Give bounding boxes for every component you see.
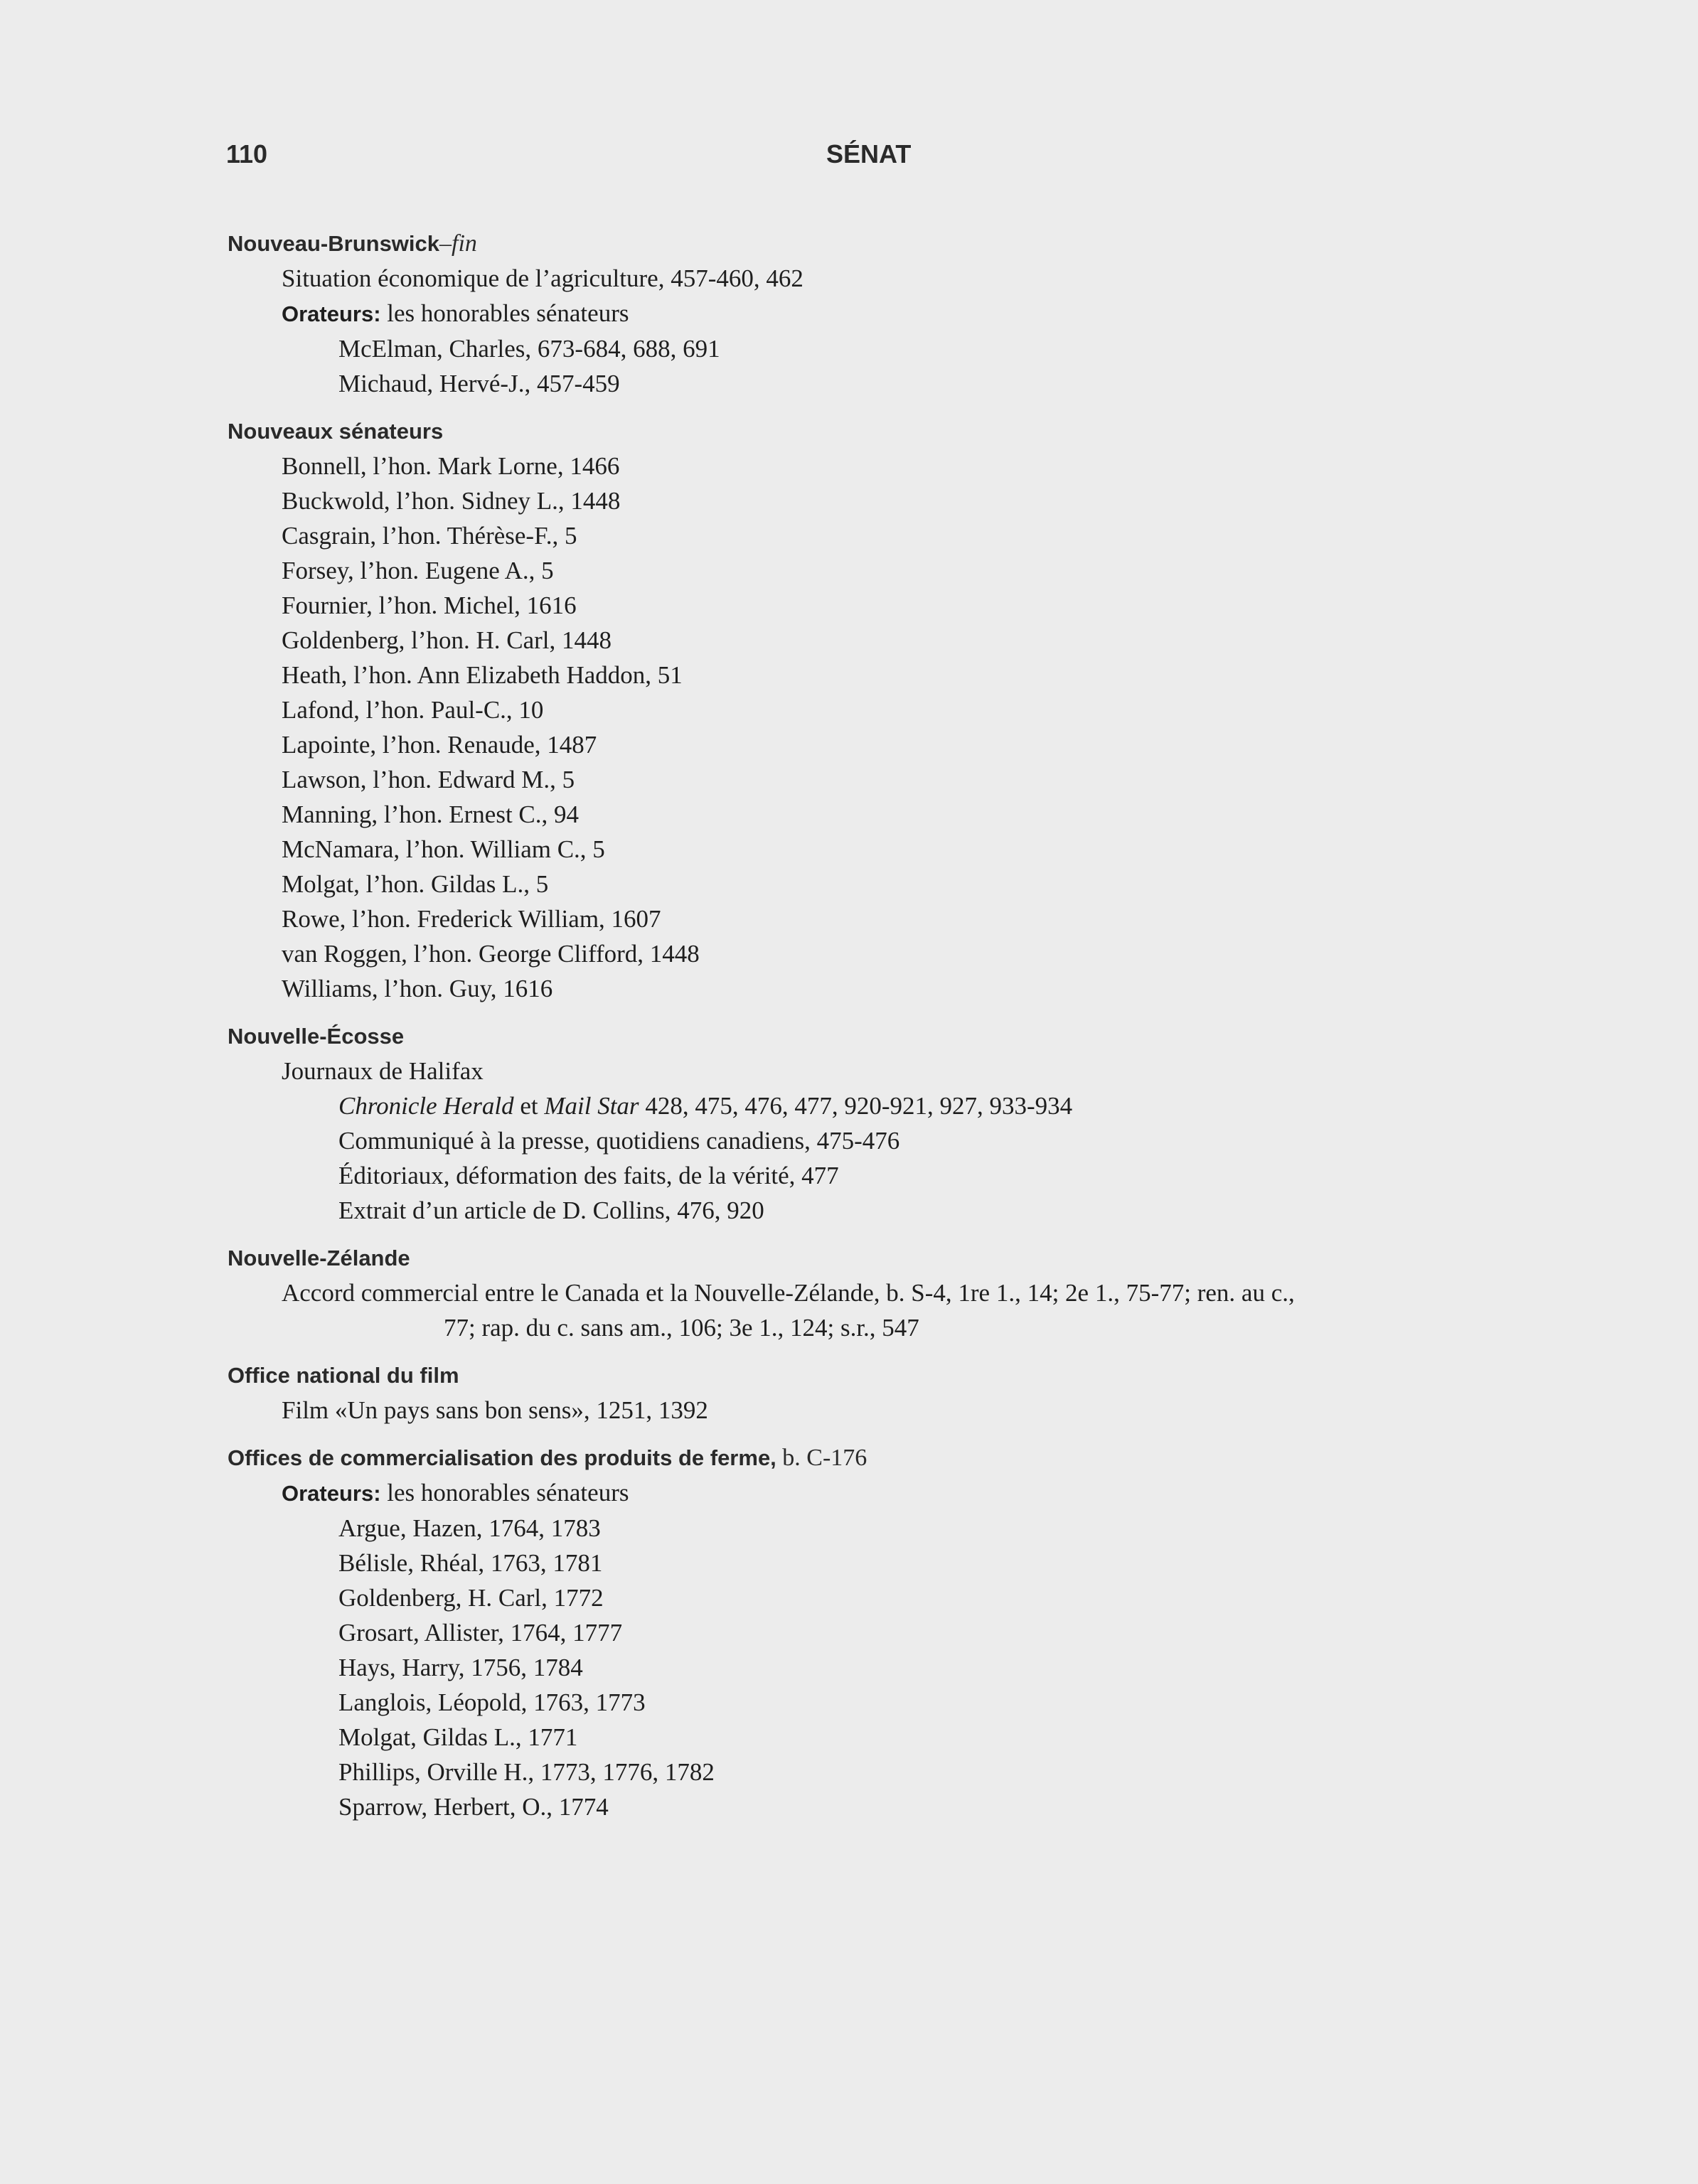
- entry-heading: Office national du film: [228, 1363, 459, 1388]
- index-entry-office-national-du-film: [228, 1358, 1564, 1428]
- heading-tail: b. C-176: [776, 1445, 867, 1471]
- newspaper-title: Mail Star: [544, 1092, 639, 1120]
- list-item: Lapointe, l’hon. Renaude, 1487: [282, 731, 597, 759]
- list-item: Molgat, l’hon. Gildas L., 5: [282, 870, 549, 898]
- entry-heading: Nouvelle-Écosse: [228, 1024, 405, 1049]
- speaker-item: Langlois, Léopold, 1763, 1773: [338, 1688, 646, 1716]
- entry-heading: [228, 226, 1564, 261]
- speaker-item: Goldenberg, H. Carl, 1772: [338, 1584, 604, 1612]
- list-item: Lawson, l’hon. Edward M., 5: [282, 766, 575, 793]
- speakers-text: les honorables sénateurs: [380, 1479, 629, 1506]
- list-item: Forsey, l’hon. Eugene A., 5: [282, 557, 554, 584]
- subentry-line: Accord commercial entre le Canada et la Nouvelle-Zélande, b. S-4, 1re 1., 14; 2e 1., 75-77; ren. au c.,: [282, 1279, 1295, 1307]
- speaker-item: McElman, Charles, 673-684, 688, 691: [338, 335, 720, 363]
- speakers-line: [228, 1475, 1564, 1511]
- subentry: Situation économique de l’agriculture, 457-460, 462: [282, 264, 803, 292]
- speaker-item: Hays, Harry, 1756, 1784: [338, 1654, 583, 1681]
- list-item: Goldenberg, l’hon. H. Carl, 1448: [282, 626, 612, 654]
- speakers-label: Orateurs:: [282, 301, 381, 326]
- heading-text: Nouveau-Brunswick: [228, 231, 440, 256]
- sub-subentry: Communiqué à la presse, quotidiens canadiens, 475-476: [338, 1127, 900, 1155]
- list-item: Lafond, l’hon. Paul-C., 10: [282, 696, 544, 724]
- speakers-label: Orateurs:: [282, 1481, 381, 1506]
- list-item: Manning, l’hon. Ernest C., 94: [282, 801, 580, 828]
- sub-subentry: Éditoriaux, déformation des faits, de la vérité, 477: [338, 1162, 839, 1189]
- list-item: Rowe, l’hon. Frederick William, 1607: [282, 905, 661, 933]
- speakers-text: les honorables sénateurs: [380, 299, 629, 327]
- list-item: Heath, l’hon. Ann Elizabeth Haddon, 51: [282, 661, 683, 689]
- speaker-item: Michaud, Hervé-J., 457-459: [338, 370, 620, 397]
- entry-heading: Nouveaux sénateurs: [228, 419, 444, 444]
- speaker-item: Molgat, Gildas L., 1771: [338, 1723, 578, 1751]
- index-entry-nouveau-brunswick: [228, 226, 1564, 401]
- list-item: Williams, l’hon. Guy, 1616: [282, 975, 553, 1002]
- list-item: Casgrain, l’hon. Thérèse-F., 5: [282, 522, 577, 550]
- running-head: SÉNAT: [826, 139, 912, 168]
- list-item: McNamara, l’hon. William C., 5: [282, 835, 605, 863]
- page-refs: 428, 475, 476, 477, 920-921, 927, 933-934: [639, 1092, 1073, 1120]
- entry-heading: [228, 1440, 1564, 1475]
- speakers-line: [228, 296, 1564, 331]
- speaker-item: Bélisle, Rhéal, 1763, 1781: [338, 1549, 603, 1577]
- index-entry-nouveaux-senateurs: [228, 414, 1564, 1006]
- page-number: 110: [226, 139, 268, 168]
- subentry: [228, 1275, 1564, 1345]
- index-entry-nouvelle-ecosse: [228, 1019, 1564, 1228]
- heading-text: Offices de commercialisation des produits de ferme,: [228, 1445, 776, 1470]
- speaker-item: Grosart, Allister, 1764, 1777: [338, 1619, 623, 1647]
- entry-heading: Nouvelle-Zélande: [228, 1246, 410, 1270]
- subentry-continuation: 77; rap. du c. sans am., 106; 3e 1., 124; s.r., 547: [444, 1314, 919, 1342]
- speaker-item: Phillips, Orville H., 1773, 1776, 1782: [338, 1758, 715, 1786]
- heading-suffix: –fin: [439, 230, 477, 257]
- speaker-item: Argue, Hazen, 1764, 1783: [338, 1514, 601, 1542]
- list-item: Fournier, l’hon. Michel, 1616: [282, 592, 577, 619]
- subentry: Journaux de Halifax: [282, 1057, 484, 1085]
- sub-subentry: [228, 1088, 1564, 1123]
- list-item: Buckwold, l’hon. Sidney L., 1448: [282, 487, 621, 515]
- list-item: Bonnell, l’hon. Mark Lorne, 1466: [282, 452, 620, 480]
- list-item: van Roggen, l’hon. George Clifford, 1448: [282, 940, 700, 968]
- index-entry-offices-de-commercialisation: [228, 1440, 1564, 1824]
- subentry: Film «Un pays sans bon sens», 1251, 1392: [282, 1396, 708, 1424]
- newspaper-title: Chronicle Herald: [338, 1092, 514, 1120]
- conjunction: et: [513, 1092, 545, 1120]
- index-entry-nouvelle-zelande: [228, 1241, 1564, 1345]
- index-content: [228, 226, 1564, 1837]
- sub-subentry: Extrait d’un article de D. Collins, 476, 920: [338, 1197, 764, 1224]
- speaker-item: Sparrow, Herbert, O., 1774: [338, 1793, 609, 1821]
